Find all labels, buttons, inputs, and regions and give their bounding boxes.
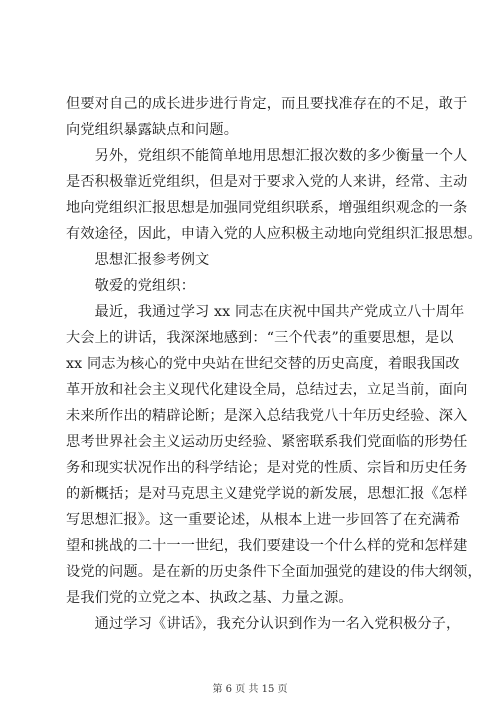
text-line: 向党组织暴露缺点和问题。	[66, 122, 239, 138]
text-line: 通过学习《讲话》，我充分认识到作为一名入党积极分子，	[66, 616, 461, 632]
text-line: 地向党组织汇报思想是加强同党组织联系，增强组织观念的一条	[66, 200, 468, 216]
text-line: 务和现实状况作出的科学结论；是对党的性质、宗旨和历史任务	[66, 460, 468, 476]
text-line: 未来所作出的精辟论断；是深入总结我党八十年历史经验、深入	[66, 408, 468, 424]
text-line: 思考世界社会主义运动历史经验、紧密联系我们党面临的形势任	[66, 434, 468, 450]
text-line: 但要对自己的成长进步进行肯定，而且要找准存在的不足，敢于	[66, 96, 468, 112]
page-footer: 第 6 页 共 15 页	[212, 684, 288, 695]
text-line: 是我们党的立党之本、执政之基、力量之源。	[66, 590, 353, 606]
text-line: 望和挑战的二十一一世纪，我们要建设一个什么样的党和怎样建	[66, 538, 468, 554]
salutation: 敬爱的党组织：	[66, 278, 196, 294]
text-line: 另外，党组织不能简单地用思想汇报次数的多少衡量一个人	[66, 148, 468, 164]
text-line: 大会上的讲话，我深深地感到：“三个代表”的重要思想，是以	[66, 330, 454, 346]
text-line: 有效途径，因此，申请入党的人应积极主动地向党组织汇报思想。	[66, 226, 482, 242]
section-heading: 思想汇报参考例文	[66, 252, 210, 268]
text-line: 是否积极靠近党组织，但是对于要求入党的人来讲，经常、主动	[66, 174, 468, 190]
text-line: 设党的问题。是在新的历史条件下全面加强党的建设的伟大纲领，	[66, 564, 482, 580]
text-line: 写思想汇报》。这一重要论述，从根本上进一步回答了在充满希	[66, 512, 461, 528]
text-line: 的新概括；是对马克思主义建党学说的新发展，思想汇报《怎样	[66, 486, 468, 502]
text-line: 最近，我通过学习 xx 同志在庆祝中国共产党成立八十周年	[66, 304, 465, 320]
text-line: 革开放和社会主义现代化建设全局，总结过去，立足当前，面向	[66, 382, 468, 398]
text-line: xx 同志为核心的党中央站在世纪交替的历史高度，着眼我国改	[66, 356, 460, 372]
